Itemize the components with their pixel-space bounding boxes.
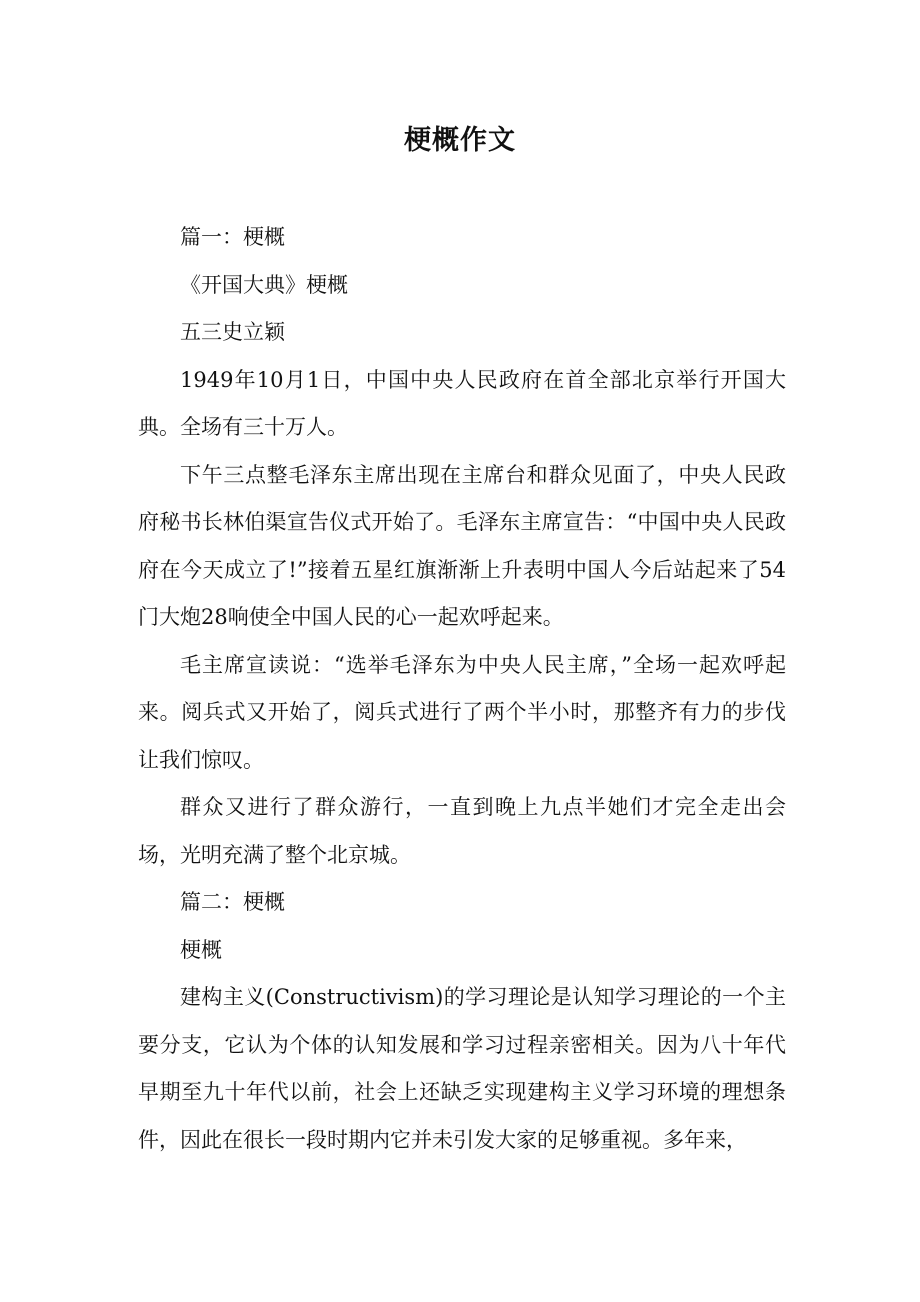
paragraph-subtitle-gaikuo: 梗概 bbox=[180, 937, 222, 962]
paragraph-heading-part-2: 篇二：梗概 bbox=[180, 890, 285, 914]
document-title: 梗概作文 bbox=[404, 125, 516, 156]
document-body bbox=[138, 214, 786, 1164]
paragraph-heading-part-1: 篇一：梗概 bbox=[180, 225, 285, 249]
paragraph-subtitle-kaiguo-dadian: 《开国大典》梗概 bbox=[180, 272, 348, 297]
paragraph-author: 五三史立颖 bbox=[180, 320, 285, 344]
paragraph-text: 建构主义(Constructivism)的学习理论是认知学习理论的一个主要分支，它认为个体的认知发展和学习过程亲密相关。因为八十年代早期至九十年代以前，社会上还缺乏实现建构主义学习环境的理想条件，因此在很长一段时期内它并未引发大家的足够重视。多年来， bbox=[138, 985, 786, 1152]
paragraph-text: 下午三点整毛泽东主席出现在主席台和群众见面了，中央人民政府秘书长林伯渠宣告仪式开始了。毛泽东主席宣告：“中国中央人民政府在今天成立了!”接着五星红旗渐渐上升表明中国人今后站起来了54门大炮28响使全中国人民的心一起欢呼起来。 bbox=[138, 462, 786, 629]
paragraph-text: 群众又进行了群众游行，一直到晚上九点半她们才完全走出会场，光明充满了整个北京城。 bbox=[138, 795, 786, 867]
paragraph-text: 毛主席宣读说：“选举毛泽东为中央人民主席，”全场一起欢呼起来。阅兵式又开始了，阅兵式进行了两个半小时，那整齐有力的步伐让我们惊叹。 bbox=[138, 652, 786, 772]
paragraph-text: 1949年10月1日，中国中央人民政府在首全部北京举行开国大典。全场有三十万人。 bbox=[138, 367, 786, 439]
